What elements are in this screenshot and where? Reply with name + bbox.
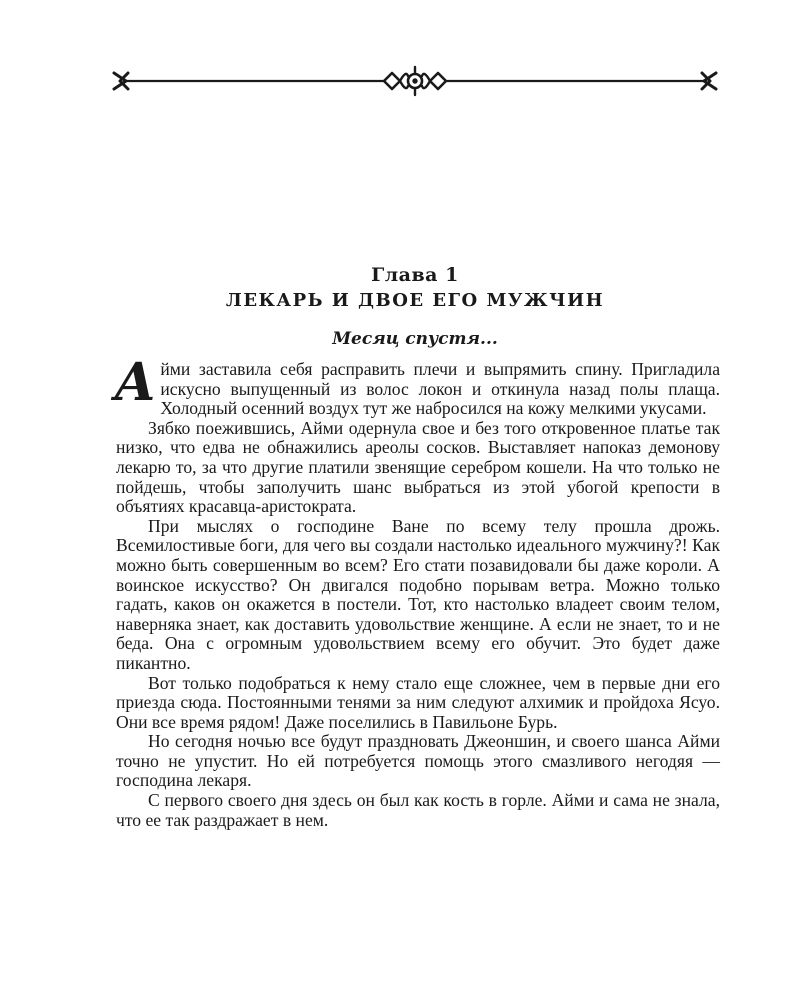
ornament-divider-icon — [112, 64, 718, 100]
paragraph: При мыслях о господине Ване по всему телу прошла дрожь. Всемилостивые боги, для чего вы создали настолько идеального мужчину?! Как можно быть совершенным во всем? Его стати позавидовали бы даже короли. А воинское искусство? Он двигался подобно порывам ветра. Можно только гадать, каков он окажется в постели. Тот, кто настолько владеет своим телом, наверняка знает, как доставить удовольствие женщине. А если не знает, то и не беда. Она с огромным удовольствием всему его обучит. Это будет даже пикантно. — [116, 515, 720, 673]
header-ornament — [112, 64, 718, 100]
chapter-heading — [112, 263, 718, 350]
paragraph: Зябко поежившись, Айми одернула свое и без того откровенное платье так низко, что едва не обнажились ареолы сосков. Выставляет напоказ демонову лекарю то, за что другие платили звенящие серебром кошели. На что только не пойдешь, чтобы заполучить шанс выбраться из этой убогой крепости в объятиях красавца-аристократа. — [116, 417, 720, 517]
chapter-number: Глава 1 — [371, 264, 459, 286]
paragraph: С первого своего дня здесь он был как кость в горле. Айми и сама не знала, что ее так раздражает в нем. — [116, 790, 720, 830]
chapter-body — [114, 352, 720, 830]
drop-cap: А — [114, 352, 157, 413]
chapter-title: ЛЕКАРЬ И ДВОЕ ЕГО МУЖЧИН — [225, 290, 605, 311]
paragraph — [114, 352, 720, 419]
paragraph: Вот только подобраться к нему стало еще сложнее, чем в первые дни его приезда сюда. Постоянными тенями за ним следуют алхимик и пройдоха Ясуо. Они все время рядом! Даже поселились в Павильоне Бурь. — [116, 672, 720, 732]
paragraph-text: йми заставила себя расправить плечи и выпрямить спину. Пригладила искусно выпущенный из волос локон и откинула назад полы плаща. Холодный осенний воздух тут же набросился на кожу мелкими укусами. — [160, 359, 720, 419]
paragraph: Но сегодня ночью все будут праздновать Джеоншин, и своего шанса Айми точно не упустит. Но ей потребуется помощь этого смазливого негодяя — господина лекаря. — [116, 731, 720, 791]
chapter-subtitle: Месяц спустя... — [332, 329, 498, 349]
